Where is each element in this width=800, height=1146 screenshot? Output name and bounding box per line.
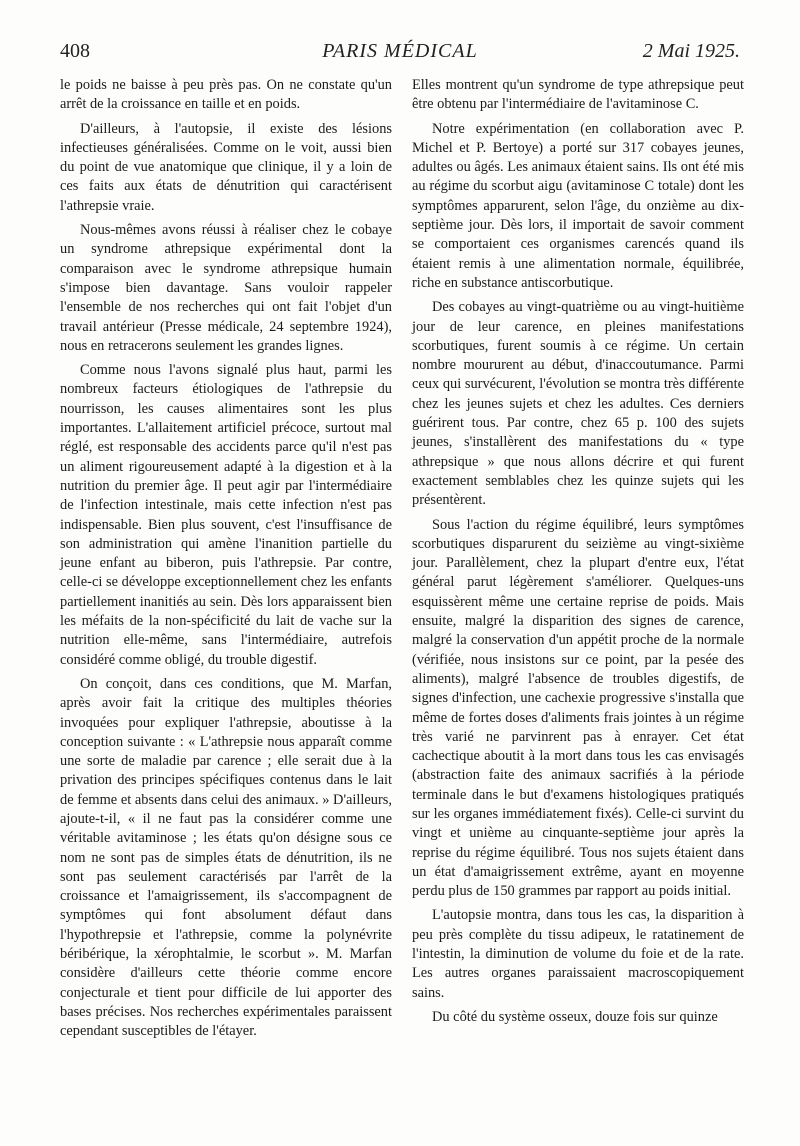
paragraph: Du côté du système osseux, douze fois sur quinze [432,1008,718,1025]
right-column [412,76,744,1027]
paragraph: Comme nous l'avons signalé plus haut, parmi les nombreux facteurs étiologiques de l'athrepsie du nourrisson, les causes alimentaires sont les plus importantes. L'allaitement artificiel précoce, surtout mal réglé, est responsable des accidents parce qu'il n'est pas un aliment rigoureusement adapté à la digestion et à la nutrition du premier âge. Il peut agir par l'intermédiaire de l'infection intestinale, mais cette infection n'est pas indispensable. Bien plus souvent, c'est l'insuffisance de son administration qui amène l'inanition partielle du jeune enfant au biberon, puis l'athrepsie. Par contre, celle-ci se développe exceptionnellement chez les enfants partiellement inanitiés au sein. Dès lors apparaissent bien les méfaits de la non-spécificité du lait de vache sur la nutrition elle-même, sans l'intermédiaire, autrefois considéré comme obligé, du trouble digestif. [60,362,392,668]
page-number: 408 [60,40,90,62]
running-header [60,40,740,70]
paragraph: Elles montrent qu'un syndrome de type athrepsique peut être obtenu par l'intermédiaire de l'avitaminose C. [412,77,744,113]
paragraph: Notre expérimentation (en collaboration avec P. Michel et P. Bertoye) a porté sur 317 cobayes jeunes, adultes ou âgés. Les animaux étaient sains. Ils ont été mis au régime du scorbut aigu (avitaminose C totale) dont les symptômes apparurent, selon l'âge, du onzième au dix-septième jour. Dès lors, il importait de savoir comment se comportaient ces organismes carencés quand ils étaient remis à une alimentation normale, équilibrée, riche en substance antiscorbutique. [412,120,744,291]
paragraph: L'autopsie montra, dans tous les cas, la disparition à peu près complète du tissu adipeux, le ratatinement de l'intestin, la diminution de volume du foie et de la rate. Les autres organes paraissaient macroscopiquement sains. [412,907,744,1001]
issue-date: 2 Mai 1925. [642,40,740,62]
paragraph: Des cobayes au vingt-quatrième ou au vingt-huitième jour de leur carence, en pleines manifestations scorbutiques, furent soumis à ce régime. Un certain nombre moururent au début, d'inaccoutumance. Parmi ceux qui survécurent, l'évolution se montra très différente chez les jeunes sujets et chez les adultes. Ces derniers guérirent tous. Par contre, chez 65 p. 100 des sujets jeunes, s'installèrent des manifestations du « type athrepsique » que nous allons décrire et qui furent exactement semblables chez les quinze sujets qui les présentèrent. [412,299,744,509]
left-column [60,76,392,1042]
paragraph: Sous l'action du régime équilibré, leurs symptômes scorbutiques disparurent du seizième au vingt-sixième jour. Parallèlement, chez la plupart d'entre eux, l'état général parut légèrement s'améliorer. Quelques-uns esquissèrent même une certaine reprise de poids. Mais ensuite, malgré la disparition des signes de carence, malgré la conservation d'un appétit proche de la normale (vérifiée, nous insistons sur ce point, par la pesée des aliments), malgré l'absence de troubles digestifs, de signes d'infection, une cachexie progressive s'installa que même de fortes doses d'aliments frais jointes à un régime très varié ne parvinrent pas à enrayer. Cet état cachectique aboutit à la mort dans tous les cas envisagés (abstraction faite des animaux sacrifiés à la période terminale dans le but d'examens histologiques pratiqués sur les organes immédiatement fixés). Celle-ci survint du vingt et unième au cinquante-septième jour après la reprise du régime équilibré. Tous nos sujets étaient dans un état d'amaigrissement extrême, ayant en moyenne perdu plus de 150 grammes par rapport au poids initial. [412,516,744,900]
paragraph: le poids ne baisse à peu près pas. On ne constate qu'un arrêt de la croissance en taille et en poids. [60,77,392,113]
paragraph: On conçoit, dans ces conditions, que M. Marfan, après avoir fait la critique des multiples théories invoquées pour expliquer l'athrepsie, aboutisse à la conception suivante : « L'athrepsie nous apparaît comme une sorte de maladie par carence ; elle serait due à la privation des principes spécifiques contenus dans le lait de femme et absents dans celui des animaux. » D'ailleurs, ajoute-t-il, « il ne faut pas la considérer comme une véritable avitaminose ; les états qu'on désigne sous ce nom ne sont pas de simples états de dénutrition, ils ne sont pas seulement caractérisés par l'arrêt de la croissance et l'amaigrissement, ils s'accompagnent de symptômes qui font absolument défaut dans l'hypothrepsie et l'athrepsie, comme la polynévrite béribérique, la xérophtalmie, le scorbut ». M. Marfan considère d'ailleurs cette théorie comme encore conjecturale et tient pour difficile de lui apporter des bases précises. Nos recherches expérimentales paraissent cependant susceptibles de l'étayer. [60,675,392,1040]
paragraph: Nous-mêmes avons réussi à réaliser chez le cobaye un syndrome athrepsique expérimental dont la comparaison avec le syndrome athrepsique humain s'impose bien davantage. Sans vouloir rappeler l'ensemble de nos recherches qui ont fait l'objet d'un travail antérieur (Presse médicale, 24 septembre 1924), nous en retracerons seulement les grandes lignes. [60,222,392,354]
paragraph: D'ailleurs, à l'autopsie, il existe des lésions infectieuses généralisées. Comme on le voit, aussi bien du point de vue anatomique que clinique, il y a loin de ces faits aux états de dénutrition qui caractérisent l'athrepsie vraie. [60,120,392,214]
journal-title: PARIS MÉDICAL [322,40,478,62]
